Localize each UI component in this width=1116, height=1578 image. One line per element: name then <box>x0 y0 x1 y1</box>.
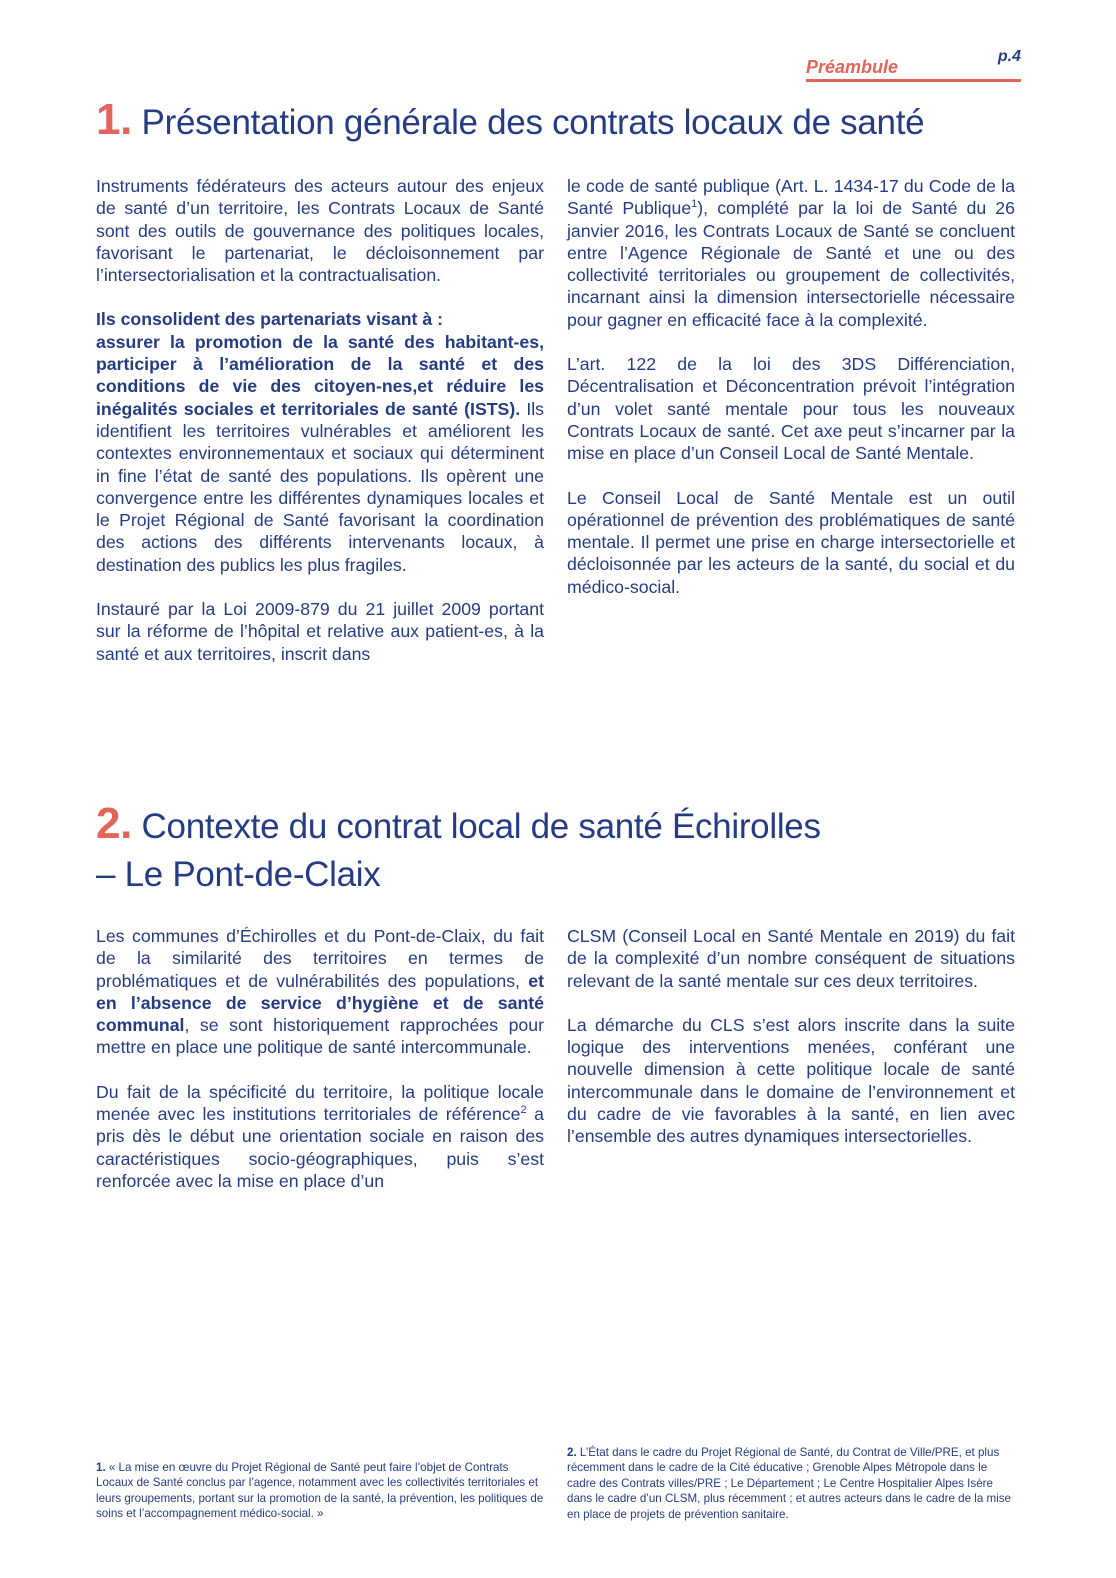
section-1-left-column <box>96 175 544 687</box>
section-2-subtitle: – Le Pont-de-Claix <box>96 855 381 894</box>
footnote-ref: 1 <box>691 198 698 211</box>
paragraph: Le Conseil Local de Santé Mentale est un outil opérationnel de prévention des problématiques de santé mentale. Il permet une prise en charge intersectorielle et décloisonnée par les acteurs de la santé, du social et du médico-social. <box>567 487 1015 597</box>
footnote-number: 1. <box>96 1461 106 1474</box>
section-2-heading <box>96 800 821 899</box>
footnote-number: 2. <box>567 1446 577 1459</box>
section-label: Préambule <box>806 57 899 77</box>
paragraph-bold: assurer la promotion de la santé des habitant-es, participer à l’amélioration de la santé et des conditions de vie des citoyen-nes,et réduire les inégalités sociales et territoriales de santé (ISTS). <box>96 331 544 419</box>
paragraph-text: ), complété par la loi de Santé du 26 janvier 2016, les Contrats Locaux de Santé se concluent entre l’Agence Régionale de Santé et une ou des collectivité territoriales ou groupement de collectivités, incarnant ainsi la dimension intersectorielle nécessaire pour gagner en efficacité face à la complexité. <box>567 198 1015 330</box>
header-rule <box>806 79 1021 82</box>
paragraph <box>96 925 544 1059</box>
paragraph-text: Ils identifient les territoires vulnérables et améliorent les contextes environnementaux et sociaux qui déterminent in fine l’état de santé des populations. Ils opèrent une convergence entre les différentes dynamiques locales et le Projet Régional de Santé favorisant la coordination des actions des différents intervenants locaux, à destination des publics les plus fragiles. <box>96 398 545 575</box>
paragraph-text: Du fait de la spécificité du territoire, la politique locale menée avec les institutions territoriales de référence <box>96 1081 544 1125</box>
section-2-title: Contexte du contrat local de santé Échirolles <box>141 807 821 846</box>
section-2-number: 2. <box>96 799 133 848</box>
paragraph-bold: et en l’absence de service d’hygiène et de santé communal <box>96 970 544 1036</box>
paragraph: Instauré par la Loi 2009-879 du 21 juillet 2009 portant sur la réforme de l’hôpital et relative aux patient-es, à la santé et aux territoires, inscrit dans <box>96 599 544 664</box>
page-number: p.4 <box>997 48 1021 65</box>
footnote-text: L’État dans le cadre du Projet Régional de Santé, du Contrat de Ville/PRE, et plus récemment dans le cadre de la Cité éducative ; Grenoble Alpes Métropole dans le cadre des Contrats villes/PRE ; Le Département ; Le Centre Hospitalier Alpes Isère dans le cadre d’un CLSM, plus récemment ; et autres acteurs dans le cadre de la mise en place de projets de prévention sanitaire. <box>567 1446 1012 1521</box>
paragraph-text: a pris dès le début une orientation sociale en raison des caractéristiques socio-géographiques, puis s’est renforcée avec la mise en place d’un <box>96 1104 544 1191</box>
section-1-title: Présentation générale des contrats locaux de santé <box>141 103 925 142</box>
footnote-ref: 2 <box>520 1104 527 1117</box>
section-1-heading <box>96 96 924 147</box>
paragraph: La démarche du CLS s’est alors inscrite dans la suite logique des interventions menées, conférant une nouvelle dimension à cette politique locale de santé intercommunale dans le domaine de l’environnement et du cadre de vie favorables à la santé, en lien avec l’ensemble des autres dynamiques intersectorielles. <box>567 1014 1015 1147</box>
paragraph-lead: Ils consolident des partenariats visant à : <box>96 309 443 330</box>
section-1-number: 1. <box>96 95 133 144</box>
paragraph: L’art. 122 de la loi des 3DS Différenciation, Décentralisation et Déconcentration prévoit l’intégration d’un volet santé mentale pour tous les nouveaux Contrats Locaux de santé. Cet axe peut s’incarner par la mise en place d’un Conseil Local de Santé Mentale. <box>567 354 1015 464</box>
paragraph: CLSM (Conseil Local en Santé Mentale en 2019) du fait de la complexité d’un nombre conséquent de situations relevant de la santé mentale sur ces deux territoires. <box>567 926 1015 991</box>
paragraph-text: Les communes d’Échirolles et du Pont-de-Claix, du fait de la similarité des territoires en termes de problématiques et de vulnérabilités des populations, <box>96 926 544 991</box>
paragraph-text: le code de santé publique (Art. L. 1434-17 du Code de la Santé Publique <box>567 176 1015 219</box>
paragraph-text: , se sont historiquement rapprochées pour mettre en place une politique de santé intercommunale. <box>96 1015 544 1058</box>
section-1-right-column <box>567 175 1015 620</box>
section-2-right-column <box>567 925 1015 1170</box>
footnote-text: « La mise en œuvre du Projet Régional de Santé peut faire l’objet de Contrats Locaux de Santé conclus par l’agence, notamment avec les collectivités territoriales et leurs groupements, portant sur la promotion de la santé, la prévention, les politiques de soins et l’accompagnement médico-social. » <box>96 1461 544 1521</box>
section-2-left-column <box>96 925 544 1214</box>
paragraph <box>96 308 544 576</box>
footnote-2 <box>567 1445 1019 1522</box>
paragraph <box>96 1081 544 1192</box>
page-header <box>806 48 1021 82</box>
footnote-1 <box>96 1460 548 1522</box>
paragraph: Instruments fédérateurs des acteurs autour des enjeux de santé d’un territoire, les Contrats Locaux de Santé sont des outils de gouvernance des politiques locales, favorisant le partenariat, le décloisonnement par l’intersectorialisation et la contractualisation. <box>96 176 544 286</box>
paragraph <box>567 175 1015 331</box>
